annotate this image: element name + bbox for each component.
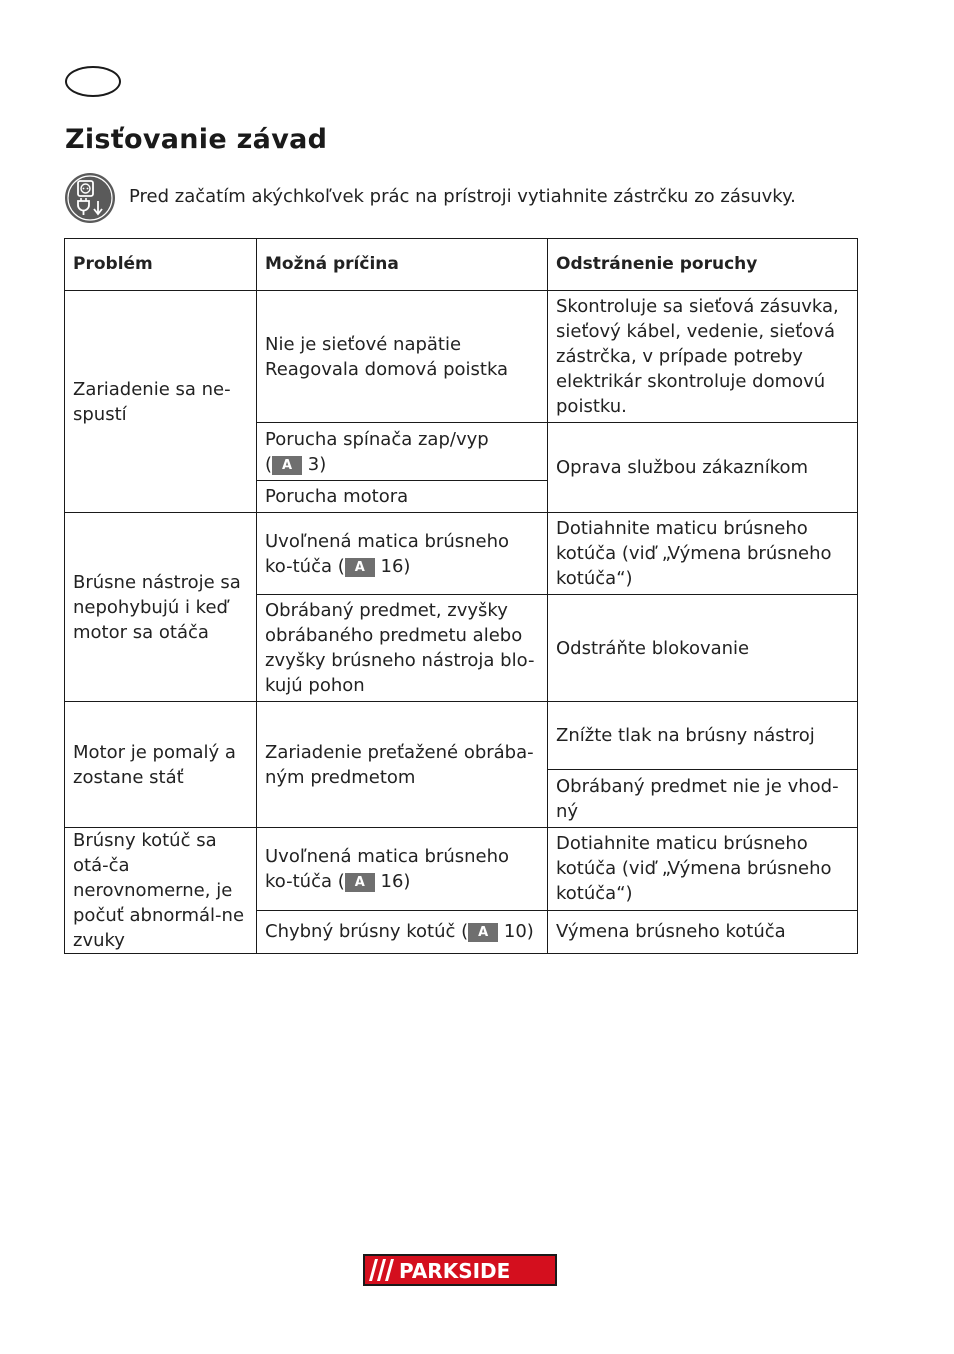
problem-cell: Brúsny kotúč sa otá-ča nerovnomerne, je počuť abnormál-ne zvuky [65,828,257,954]
cause-cell: Obrábaný predmet, zvyšky obrábaného predmetu alebo zvyšky brúsneho nástroja blo-kujú pohon [257,595,548,702]
table-row [65,828,858,911]
cause-text: Uvoľnená matica brúsneho ko-túča ( [265,530,510,577]
remedy-cell: Výmena brúsneho kotúča [548,910,858,953]
figure-a-badge: A [345,558,375,577]
figure-ref: 16) [380,870,411,892]
cause-cell [257,513,548,595]
remedy-cell: Obrábaný predmet nie je vhod-ný [548,770,858,828]
cause-text: Porucha spínača zap/vyp [265,428,489,450]
cause-cell [257,910,548,953]
cause-cell [257,828,548,911]
language-badge [65,66,121,97]
remedy-cell: Skontroluje sa sieťová zásuvka, sieťový kábel, vedenie, sieťová zástrčka, v prípade potreby elektrikár skontroluje domovú poistku. [548,291,858,423]
troubleshooting-table [64,238,858,954]
remedy-cell: Znížte tlak na brúsny nástroj [548,702,858,770]
remedy-cell: Dotiahnite maticu brúsneho kotúča (viď „Výmena brúsneho kotúča“) [548,828,858,911]
cause-text: Uvoľnená matica brúsneho ko-túča ( [265,845,510,892]
problem-cell: Zariadenie sa ne-spustí [65,291,257,513]
table-row [65,513,858,595]
cause-cell: Porucha spínača zap/vyp ( A 3) [257,423,548,481]
problem-cell: Brúsne nástroje sa nepohybujú i keď motor sa otáča [65,513,257,702]
parkside-logo [363,1254,557,1286]
cause-text: Chybný brúsny kotúč ( [265,921,469,943]
remedy-cell: Odstráňte blokovanie [548,595,858,702]
figure-ref: 3) [307,453,327,475]
figure-a-badge: A [345,873,375,892]
logo-text: PARKSIDE [399,1259,511,1283]
page-title: Zisťovanie závad [65,124,328,155]
figure-a-badge: A [468,923,498,942]
problem-cell: Motor je pomalý a zostane stáť [65,702,257,828]
figure-ref: 16) [380,555,411,577]
table-row [65,702,858,770]
header-problem: Problém [65,239,257,291]
table-header-row [65,239,858,291]
cause-cell: Porucha motora [257,481,548,513]
cause-line: Nie je sieťové napätie [265,333,462,355]
cause-line: Reagovala domová poistka [265,358,509,380]
remedy-cell: Oprava službou zákazníkom [548,423,858,513]
cause-cell: Zariadenie preťažené obrába-ným predmetom [257,702,548,828]
cause-cell [257,291,548,423]
figure-ref: 10) [503,921,534,943]
table-row [65,291,858,423]
safety-warning-text: Pred začatím akýchkoľvek prác na prístroji vytiahnite zástrčku zo zásuvky. [129,186,796,207]
header-remedy: Odstránenie poruchy [548,239,858,291]
header-cause: Možná príčina [257,239,548,291]
unplug-mains-icon [64,172,116,224]
figure-a-badge: A [272,456,302,475]
remedy-cell: Dotiahnite maticu brúsneho kotúča (viď „Výmena brúsneho kotúča“) [548,513,858,595]
